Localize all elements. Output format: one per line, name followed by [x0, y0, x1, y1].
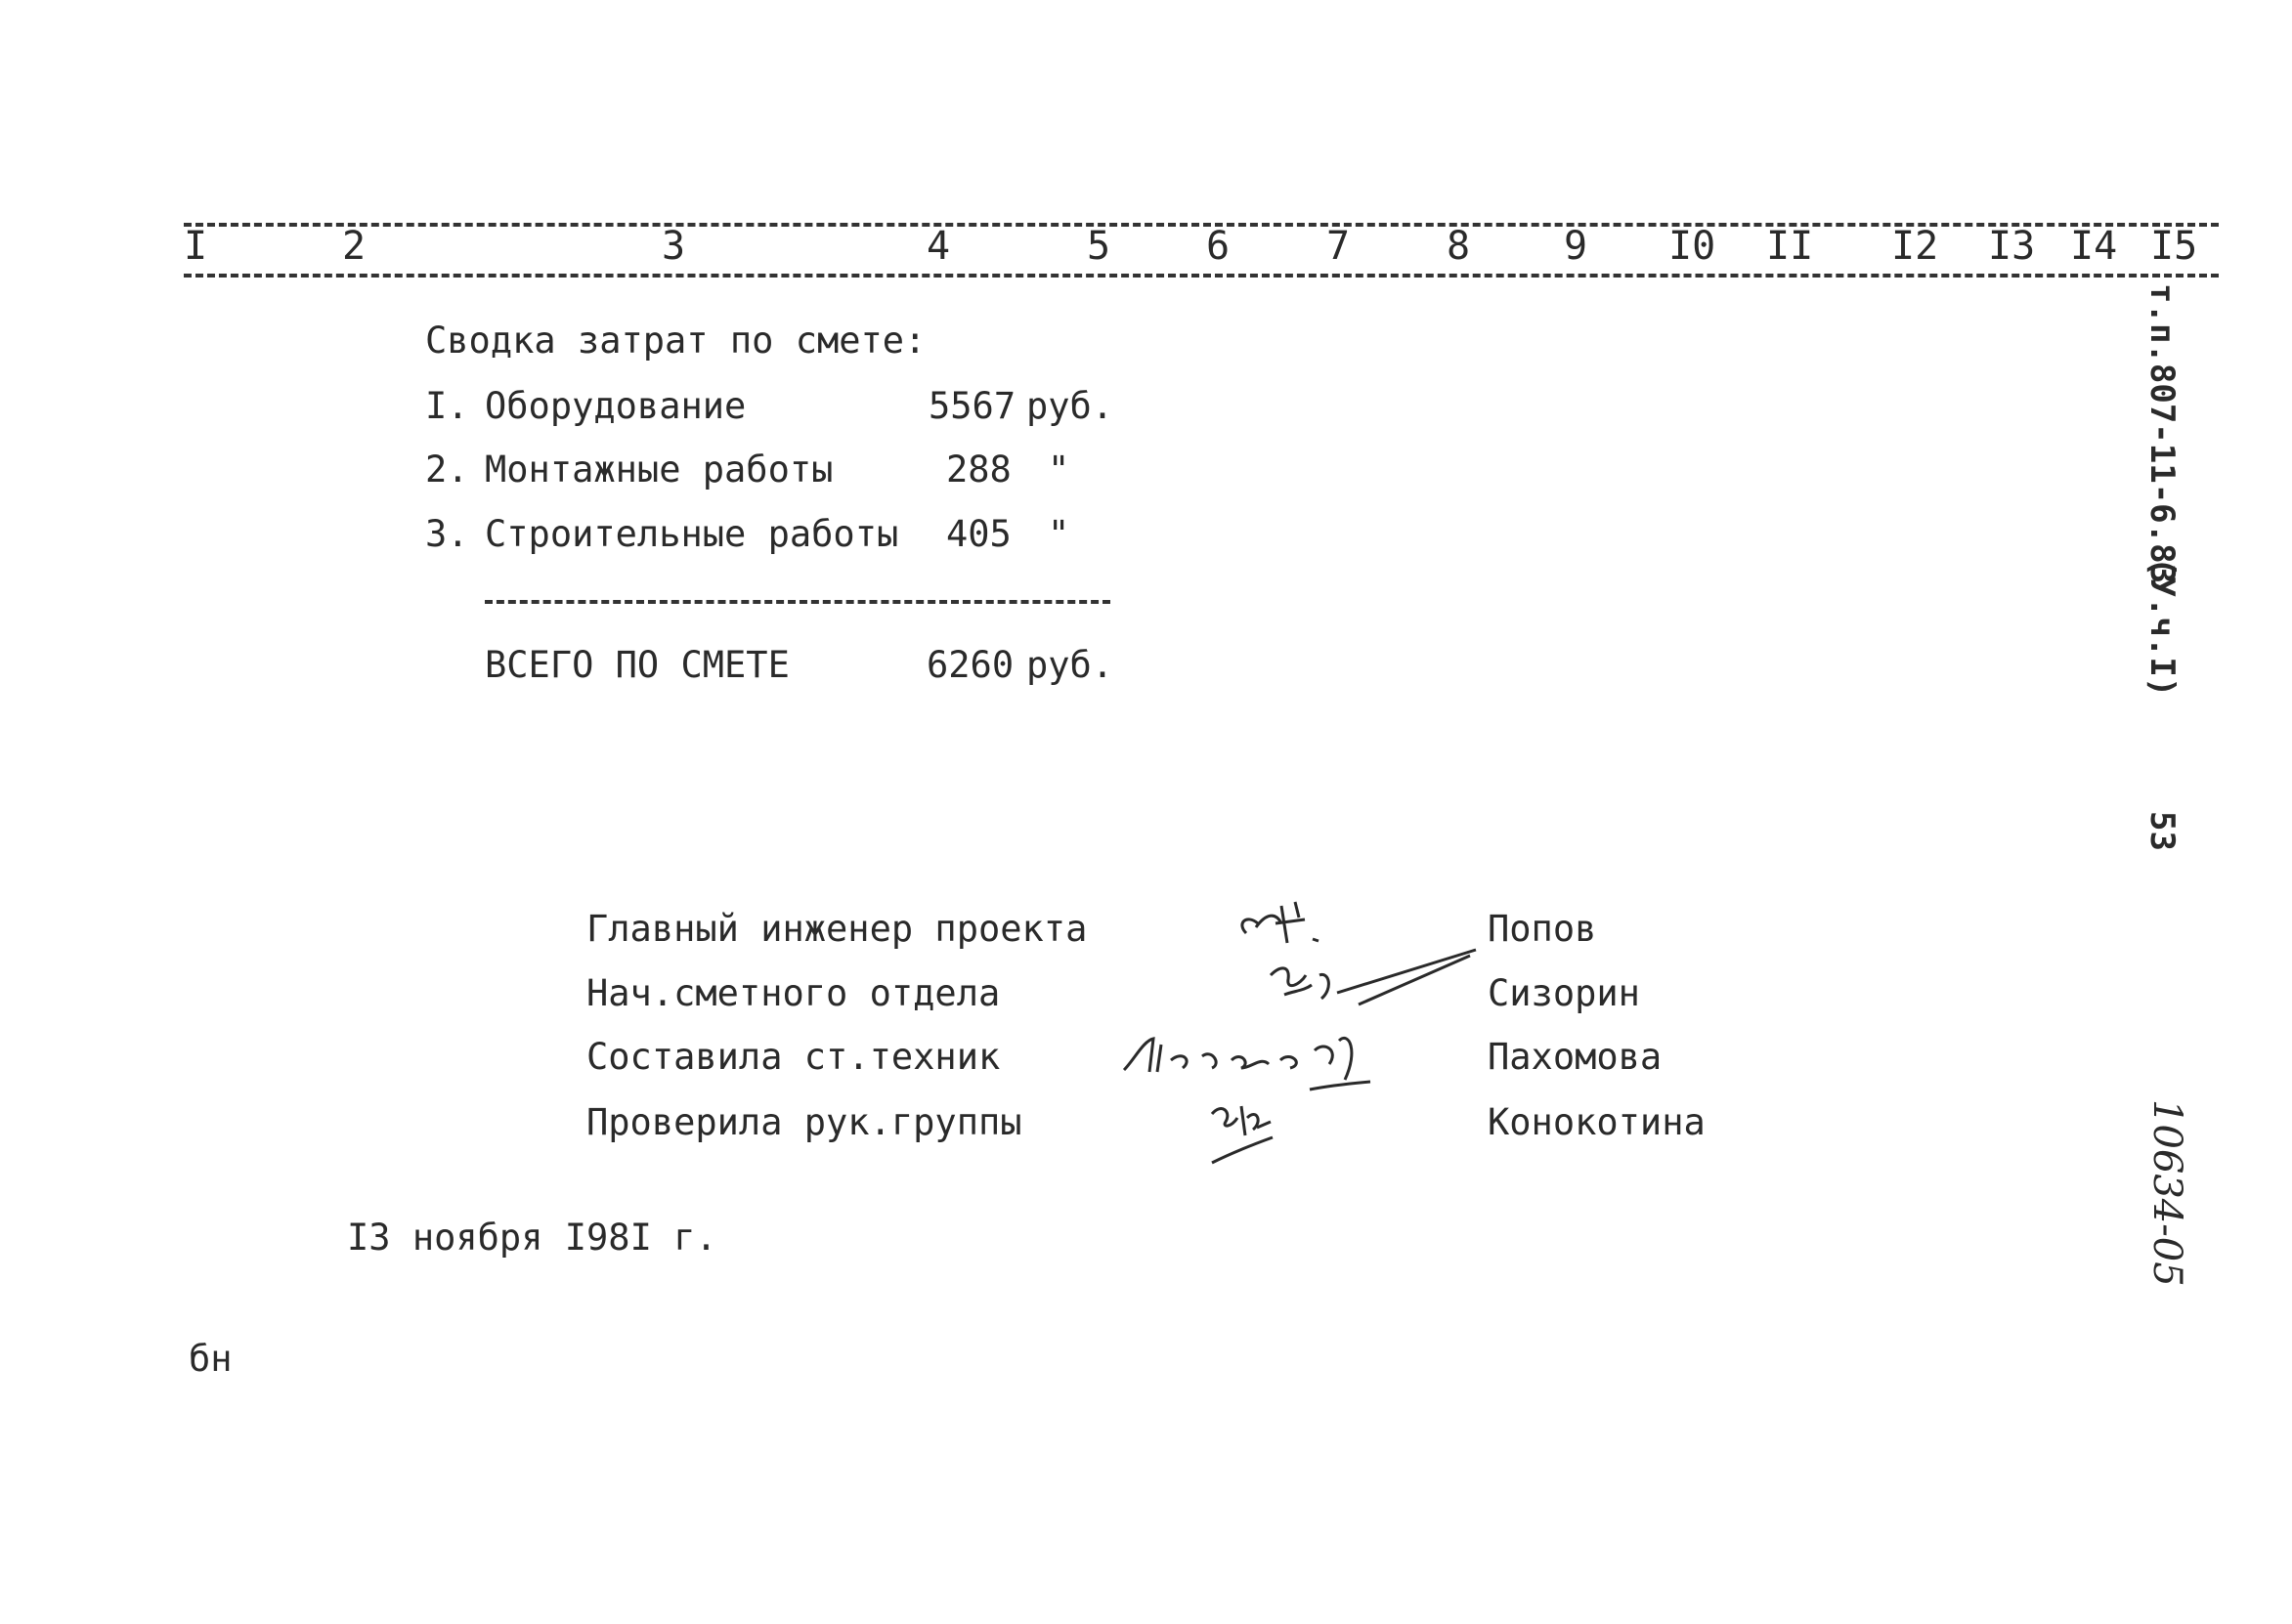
item-label: Оборудование: [485, 385, 747, 427]
item-number: 3.: [425, 513, 469, 555]
column-number: II: [1766, 224, 1814, 269]
column-number: 7: [1326, 224, 1351, 269]
column-number: I2: [1891, 224, 1939, 269]
item-amount: 5567: [929, 385, 1016, 427]
item-number: 2.: [425, 449, 469, 491]
document-number: 10634-05: [2144, 1099, 2189, 1287]
signer-position: Главный инженер проекта: [586, 908, 1088, 950]
signature-popov: [1227, 894, 1354, 953]
project-code: т.п.807-11-6.83: [2142, 283, 2182, 584]
column-number: 2: [342, 224, 367, 269]
column-number: 8: [1447, 224, 1471, 269]
item-amount: 288: [946, 449, 1012, 491]
column-number: I4: [2070, 224, 2118, 269]
item-unit: ": [1048, 513, 1070, 555]
column-number: I: [184, 224, 208, 269]
signature-pakhomova: [1114, 1021, 1398, 1099]
total-unit: руб.: [1026, 644, 1114, 686]
signer-position: Нач.сметного отдела: [586, 972, 1001, 1014]
signature-sizorin: [1251, 946, 1486, 1024]
item-number: I.: [425, 385, 469, 427]
item-unit: ": [1048, 449, 1070, 491]
column-number: 5: [1087, 224, 1111, 269]
signer-name: Попов: [1488, 908, 1597, 950]
signer-name: Пахомова: [1488, 1036, 1663, 1078]
part-label: (У.ч.I): [2142, 557, 2182, 698]
footer-mark: бн: [189, 1338, 233, 1380]
total-label: ВСЕГО ПО СМЕТЕ: [485, 644, 790, 686]
item-label: Монтажные работы: [485, 449, 834, 491]
column-number: I0: [1668, 224, 1716, 269]
item-label: Строительные работы: [485, 513, 899, 555]
item-unit: руб.: [1026, 385, 1114, 427]
total-divider: [485, 600, 1110, 604]
signer-name: Конокотина: [1488, 1101, 1706, 1143]
column-number: 4: [927, 224, 951, 269]
signer-name: Сизорин: [1488, 972, 1640, 1014]
item-amount: 405: [946, 513, 1012, 555]
signature-konokotina: [1202, 1092, 1310, 1171]
column-number: 6: [1206, 224, 1231, 269]
column-number: I5: [2150, 224, 2198, 269]
total-amount: 6260: [927, 644, 1015, 686]
column-number: 9: [1564, 224, 1588, 269]
signer-position: Проверила рук.группы: [586, 1101, 1022, 1143]
header-bottom-dashed-line: [184, 274, 2219, 278]
summary-title: Сводка затрат по смете:: [425, 320, 927, 362]
column-number: I3: [1988, 224, 2036, 269]
page-number: 53: [2142, 811, 2182, 851]
signer-position: Составила ст.техник: [586, 1036, 1001, 1078]
document-date: I3 ноября I98I г.: [347, 1217, 717, 1259]
column-number: 3: [662, 224, 686, 269]
